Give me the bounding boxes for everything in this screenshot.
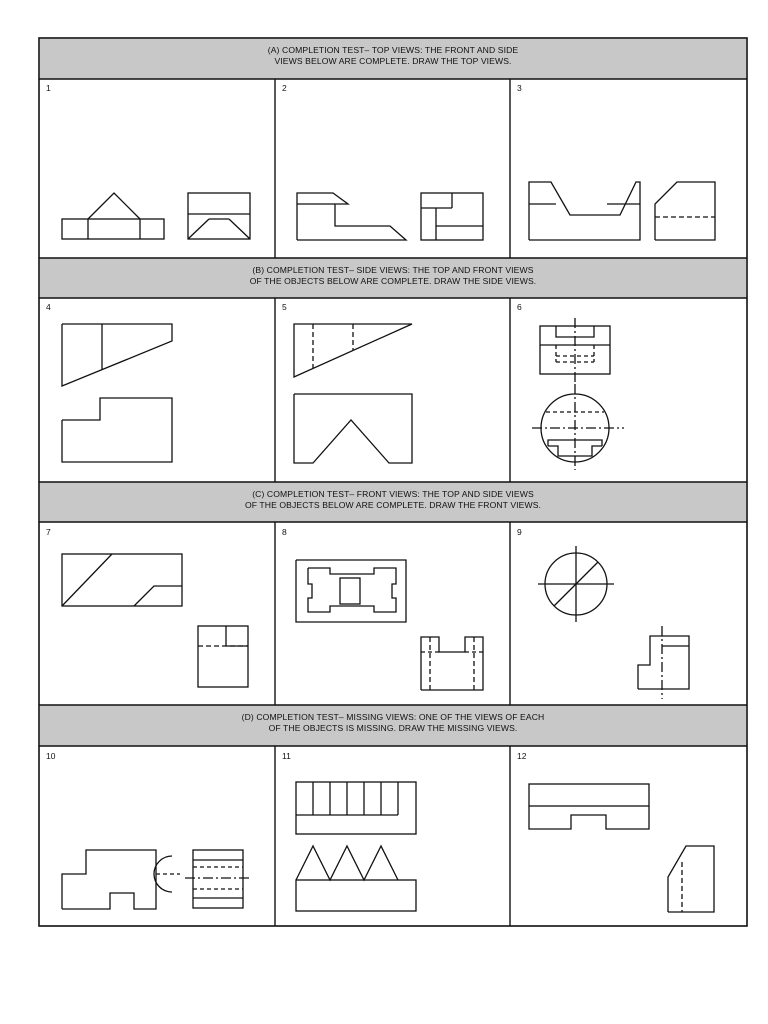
- section-b-line-1: (B) COMPLETION TEST– SIDE VIEWS: THE TOP AND FRONT VIEWS: [252, 265, 534, 275]
- section-b-line-2: OF THE OBJECTS BELOW ARE COMPLETE. DRAW THE SIDE VIEWS.: [249, 276, 537, 286]
- problem-number-5: 5: [282, 302, 287, 312]
- problem-5-drawing: [294, 324, 412, 463]
- problem-10-drawing: [62, 850, 250, 909]
- section-a-instructions: [39, 45, 747, 67]
- problem-number-12: 12: [517, 751, 527, 761]
- section-dividers: [39, 79, 747, 746]
- section-a-line-1: (A) COMPLETION TEST– TOP VIEWS: THE FRONT AND SIDE: [267, 45, 519, 55]
- problem-number-8: 8: [282, 527, 287, 537]
- problem-number-11: 11: [282, 751, 291, 761]
- problem-number-9: 9: [517, 527, 522, 537]
- section-c-instructions: [39, 489, 747, 511]
- problem-6-drawing: [532, 318, 624, 470]
- problem-9-drawing: [538, 546, 689, 699]
- problem-number-6: 6: [517, 302, 522, 312]
- problem-7-drawing: [62, 554, 248, 687]
- section-c-line-1: (C) COMPLETION TEST– FRONT VIEWS: THE TOP AND SIDE VIEWS: [252, 489, 534, 499]
- section-d-line-2: OF THE OBJECTS IS MISSING. DRAW THE MISSING VIEWS.: [268, 723, 518, 733]
- problem-number-10: 10: [46, 751, 56, 761]
- problem-number-1: 1: [46, 83, 51, 93]
- section-d-line-1: (D) COMPLETION TEST– MISSING VIEWS: ONE OF THE VIEWS OF EACH: [241, 712, 545, 722]
- problem-1-drawing: [62, 193, 250, 239]
- problem-11-drawing: [296, 782, 416, 911]
- problem-3-drawing: [529, 182, 715, 240]
- problem-2-drawing: [297, 193, 483, 240]
- problem-number-7: 7: [46, 527, 51, 537]
- problem-4-drawing: [62, 324, 172, 462]
- problem-8-drawing: [296, 560, 483, 690]
- problem-number-2: 2: [282, 83, 287, 93]
- section-d-instructions: [39, 712, 747, 734]
- section-a-line-2: VIEWS BELOW ARE COMPLETE. DRAW THE TOP VIEWS.: [274, 56, 512, 66]
- problem-12-drawing: [529, 784, 714, 912]
- section-c-line-2: OF THE OBJECTS BELOW ARE COMPLETE. DRAW THE FRONT VIEWS.: [244, 500, 542, 510]
- problem-number-3: 3: [517, 83, 522, 93]
- problem-number-4: 4: [46, 302, 51, 312]
- section-b-instructions: [39, 265, 747, 287]
